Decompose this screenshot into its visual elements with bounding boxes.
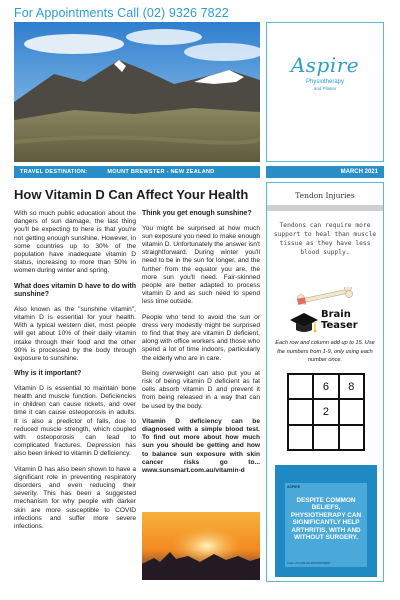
brain-teaser-line-1: Brain xyxy=(321,309,351,320)
issue-date: MARCH 2021 xyxy=(340,169,378,175)
sidebar-title: Tendon Injuries xyxy=(295,191,355,200)
article-subheading: Think you get enough sunshine? xyxy=(142,210,252,217)
article-paragraph: With so much public education about the dangers of sun damage, the last thing you'll be expecting to here is that you're not getting enough sunshine. However, in some countries up to 30% of the population have inadequate vitamin D status, increasing to more than 50% in women during winter and spring. xyxy=(14,210,136,275)
destination-value: MOUNT BREWSTER - NEW ZEALAND xyxy=(107,169,215,175)
article-paragraph: People who tend to avoid the sun or dress very modestly might be surprised to find that they are vitamin D deficient, along with office workers and those who spend a lot of time indoors, particularly the elderly who are in care. xyxy=(142,313,260,362)
grid-cell[interactable] xyxy=(313,425,338,450)
bone-icon xyxy=(295,287,355,305)
brain-teaser-heading xyxy=(321,309,358,331)
brain-teaser-line-2: Teaser xyxy=(321,320,358,331)
grid-cell[interactable] xyxy=(339,399,364,424)
article-subheading: Why is it important? xyxy=(14,370,82,378)
arthritis-ad xyxy=(275,465,377,577)
destination-bar xyxy=(14,166,260,178)
grid-cell[interactable]: 6 xyxy=(313,374,338,399)
appointments-phone[interactable]: For Appointments Call (02) 9326 7822 xyxy=(14,6,229,20)
logo-subtitle: Physiotherapy xyxy=(305,79,345,85)
graduation-cap-icon xyxy=(289,311,319,335)
article-paragraph: You might be surprised at how much sun exposure you need to make enough vitamin D. Unfortunately the answer isn't straightforward. During winter you'll need to be in the sun for longer, and the further from the equator you are, the more sun you'll need. Fair-skinned people are better adapted to process vitamin D and as such need to spend less time outside. xyxy=(142,224,260,306)
ad-footer: CALL US FOR AN APPOINTMENT xyxy=(287,561,331,565)
logo-panel xyxy=(266,22,384,162)
article-callout: Vitamin D deficiency can be diagnosed with a simple blood test. To find out more about how much sun you should be getting and how to balance sun exposure with skin cancer risks go to... www.sunsmart.com.au/vitamin-d xyxy=(142,417,260,475)
ad-headline: DESPITE COMMON BELIEFS, PHYSIOTHERAPY CAN SIGNIFICANTLY HELP ARTHRITIS, WITH AND WITHOUT SURGERY. xyxy=(290,497,362,542)
grid-cell[interactable] xyxy=(288,425,313,450)
grid-cell[interactable] xyxy=(288,374,313,399)
grid-cell[interactable]: 2 xyxy=(313,399,338,424)
grid-cell[interactable] xyxy=(288,399,313,424)
article-paragraph: Vitamin D is essential to maintain bone health and muscle function. Deficiencies in children can cause rickets, and over time it can cause osteoporosis in adults. It is also a predictor of falls, due to reduced muscle strength, which coupled with osteoporosis can lead to complicated fractures. Depression has also been linked to vitamin D deficiency. xyxy=(14,384,136,458)
article-column-1 xyxy=(14,210,136,538)
brain-teaser-instructions: Each row and column add up to 15. Use the numbers from 1-9, only using each number once. xyxy=(275,340,375,363)
ad-brand: ASPIRE xyxy=(287,485,301,489)
article-column-2 xyxy=(142,210,260,482)
article-paragraph: Also known as the "sunshine vitamin", vitamin D is essential for your health. With a typical western diet, most people will get about 10% of their daily vitamin intake through their food and the other 90% is processed by the body through exposure to sunshine. xyxy=(14,305,136,363)
sidebar-panel xyxy=(266,182,384,582)
grid-cell[interactable] xyxy=(339,425,364,450)
article-subheading: What does vitamin D have to do with sunshine? xyxy=(14,282,136,299)
article-paragraph: Vitamin D has also been shown to have a significant role in preventing respiratory disorders and even reducing their severity. This has been a suggested mechanism for why people with darker skin are more susceptible to COVID infections and suffer more severe infections. xyxy=(14,465,136,531)
sidebar-text: Tendons can require more support to heal than muscle tissue as they have less blood supply. xyxy=(273,222,377,256)
issue-date-bar xyxy=(266,166,384,178)
destination-label: TRAVEL DESTINATION: xyxy=(20,169,88,175)
hero-mountain-image xyxy=(14,22,260,162)
logo-subtitle-2: and Pilates xyxy=(313,86,337,91)
article-paragraph: Being overweight can also put you at risk of being vitamin D deficient as fat cells absorb vitamin D and prevent it from being released in a way that can be used by the body. xyxy=(142,369,260,410)
magic-square-grid xyxy=(287,373,365,451)
grid-cell[interactable]: 8 xyxy=(339,374,364,399)
sunset-image xyxy=(142,512,260,580)
sidebar-divider xyxy=(267,205,383,211)
article-title: How Vitamin D Can Affect Your Health xyxy=(14,187,249,202)
logo-wordmark: Aspire xyxy=(290,53,360,77)
